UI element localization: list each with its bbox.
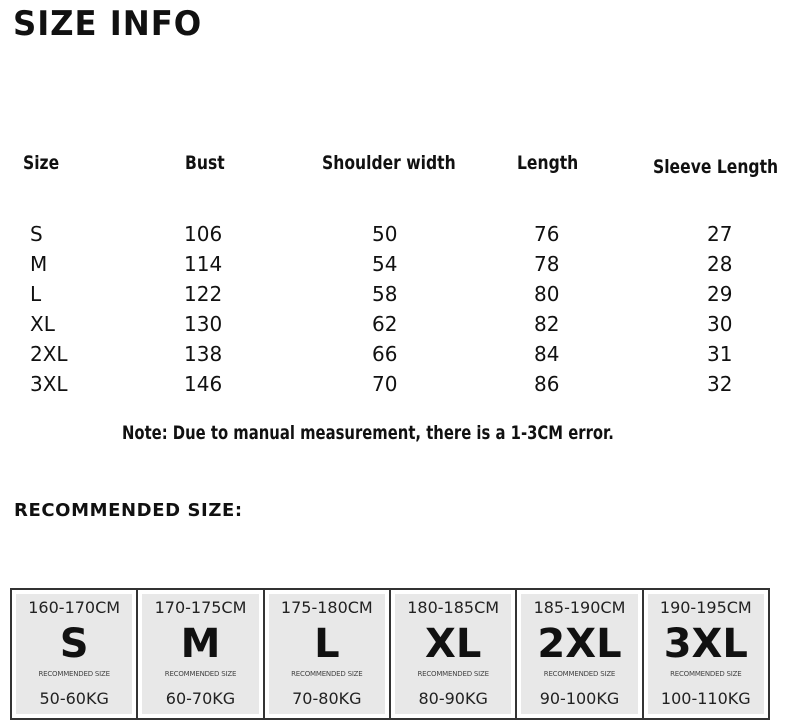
table-cell-sleeve: 28 [707, 252, 733, 276]
table-cell-size: M [30, 252, 48, 276]
card-height: 175-180CM [280, 598, 373, 617]
size-card-s [12, 590, 138, 718]
table-cell-length: 82 [534, 312, 560, 336]
table-cell-shoulder: 66 [372, 342, 398, 366]
table-cell-bust: 114 [184, 252, 223, 276]
table-cell-bust: 146 [184, 372, 223, 396]
card-size: XL [424, 621, 482, 667]
table-cell-size: XL [30, 312, 55, 336]
page-title: SIZE INFO [13, 4, 203, 44]
card-weight: 90-100KG [539, 689, 620, 708]
table-cell-sleeve: 29 [707, 282, 733, 306]
table-cell-length: 86 [534, 372, 560, 396]
table-cell-size: 2XL [30, 342, 68, 366]
table-cell-shoulder: 54 [372, 252, 398, 276]
header-bust: Bust [185, 152, 225, 174]
table-cell-shoulder: 58 [372, 282, 398, 306]
card-label: RECOMMENDED SIZE [543, 670, 616, 678]
table-cell-shoulder: 50 [372, 222, 398, 246]
card-label: RECOMMENDED SIZE [670, 670, 742, 678]
card-weight: 80-90KG [418, 689, 488, 708]
size-card-l [265, 590, 391, 718]
table-cell-shoulder: 62 [372, 312, 398, 336]
table-cell-size: S [30, 222, 43, 246]
table-cell-bust: 106 [184, 222, 223, 246]
card-size: M [180, 621, 221, 667]
table-cell-sleeve: 31 [707, 342, 733, 366]
header-shoulder-width: Shoulder width [322, 152, 456, 174]
card-size: S [59, 621, 89, 667]
table-cell-sleeve: 32 [707, 372, 733, 396]
recommended-size-cards [10, 588, 770, 720]
card-label: RECOMMENDED SIZE [164, 670, 237, 678]
card-height: 160-170CM [28, 598, 121, 617]
table-cell-bust: 130 [184, 312, 223, 336]
card-weight: 70-80KG [292, 689, 362, 708]
table-cell-length: 84 [534, 342, 560, 366]
table-cell-length: 80 [534, 282, 560, 306]
table-cell-size: 3XL [30, 372, 68, 396]
card-height: 190-195CM [659, 598, 752, 617]
card-height: 180-185CM [407, 598, 500, 617]
size-card-3xl [644, 590, 768, 718]
header-sleeve-length: Sleeve Length [653, 156, 779, 178]
card-size: 3XL [663, 621, 748, 667]
table-cell-length: 78 [534, 252, 560, 276]
card-height: 170-175CM [154, 598, 247, 617]
table-cell-shoulder: 70 [372, 372, 398, 396]
card-weight: 60-70KG [165, 689, 236, 708]
card-size: 2XL [537, 621, 622, 667]
table-cell-bust: 138 [184, 342, 223, 366]
header-size: Size [23, 152, 60, 174]
header-length: Length [517, 152, 579, 174]
size-card-xl [391, 590, 517, 718]
recommended-size-title: RECOMMENDED SIZE: [14, 500, 243, 521]
measurement-note: Note: Due to manual measurement, there is a 1-3CM error. [122, 422, 614, 444]
table-cell-length: 76 [534, 222, 560, 246]
card-weight: 100-110KG [660, 689, 751, 708]
card-label: RECOMMENDED SIZE [291, 670, 363, 678]
card-size: L [314, 621, 340, 667]
card-label: RECOMMENDED SIZE [38, 670, 110, 678]
card-height: 185-190CM [533, 598, 626, 617]
table-cell-sleeve: 27 [707, 222, 733, 246]
card-label: RECOMMENDED SIZE [417, 670, 489, 678]
table-cell-bust: 122 [184, 282, 223, 306]
table-cell-sleeve: 30 [707, 312, 733, 336]
table-cell-size: L [30, 282, 42, 306]
size-card-m [138, 590, 264, 718]
card-weight: 50-60KG [39, 689, 109, 708]
size-card-2xl [517, 590, 643, 718]
